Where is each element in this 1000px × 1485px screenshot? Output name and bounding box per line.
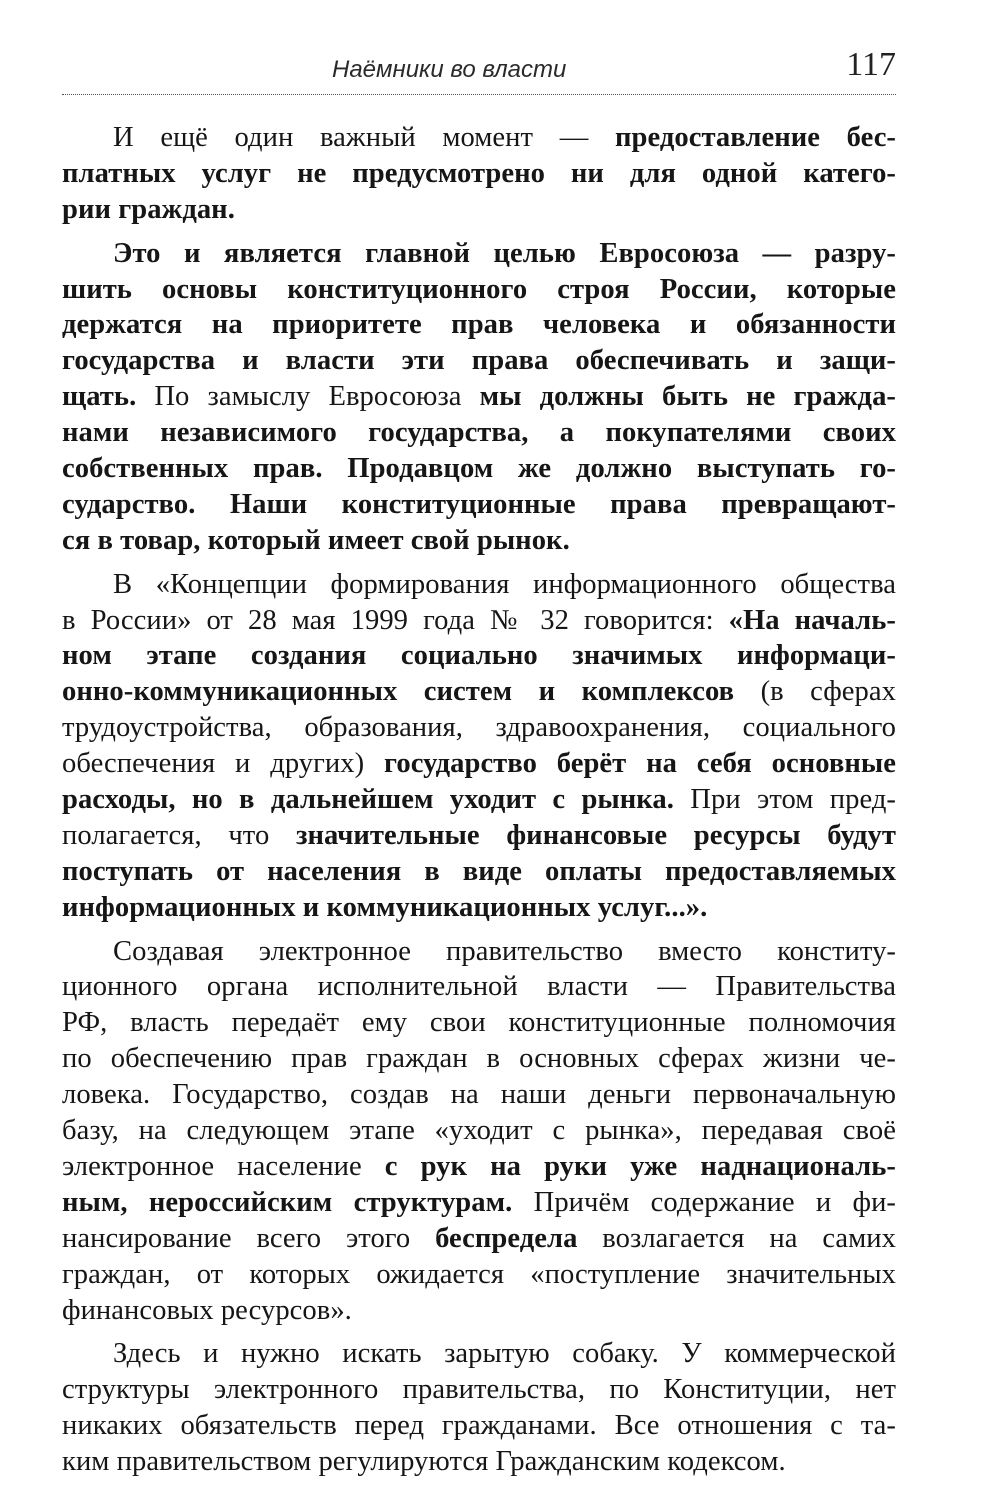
bold-text: щать. [62,381,137,413]
running-title: Наёмники во власти [332,56,567,83]
text-line [62,969,896,1005]
text-run: возлагается на самих [577,1222,896,1254]
text-run: ционного органа исполнительной власти — Правительства [62,971,896,1003]
text-run: ловека. Государство, создав на наши деньги первоначальную [62,1079,896,1111]
bold-text: мы должны быть не гражда- [479,381,896,413]
bold-text: платных услуг не предусмотрено ни для одной катего- [62,157,896,189]
paragraph-gap [62,926,896,934]
text-line [62,567,896,603]
text-line [62,1372,896,1408]
bold-text: онно-коммуникационных систем и комплексов [62,676,735,708]
text-line [62,674,896,710]
paragraph [62,120,896,228]
text-run: В «Концепции формирования информационного общества [113,568,896,600]
text-line [62,156,896,192]
text-line [62,1336,896,1372]
text-run: Здесь и нужно искать зарытую собаку. У коммерческой [113,1338,896,1370]
text-run: обеспечения и других) [62,748,385,780]
text-line [62,1005,896,1041]
bold-text: поступать от населения в виде оплаты предоставляемых [62,855,896,887]
text-run: ким правительством регулируются Гражданским кодексом. [62,1446,786,1478]
text-run: базу, на следующем этапе «уходит с рынка», передавая своё [62,1115,896,1147]
text-line [62,854,896,890]
bold-text: Это и является главной целью Евросоюза — разру- [113,237,896,269]
bold-text: нами независимого государства, а покупателями своих [62,417,896,449]
text-line [62,782,896,818]
text-run: И ещё один важный момент — [113,122,616,153]
text-line [62,451,896,487]
bold-text: сударство. Наши конституционные права превращают- [62,488,896,520]
bold-text: государство берёт на себя основные [384,748,896,780]
text-line [62,487,896,523]
text-run: При этом пред- [673,784,896,816]
body-text [62,120,896,1480]
text-line [62,1408,896,1444]
text-run: электронное население [62,1150,385,1182]
paragraph [62,934,896,1329]
text-run: структуры электронного правительства, по Конституции, нет [62,1374,896,1406]
bold-text: предоставление бес- [615,122,897,153]
paragraph [62,1336,896,1480]
text-run: по обеспечению прав граждан в основных сферах жизни че- [62,1043,896,1075]
text-run: (в сферах [734,676,896,708]
page-header [62,46,896,95]
text-run: полагается, что [62,819,296,851]
text-run: финансовых ресурсов». [62,1294,352,1326]
text-line [62,120,896,156]
text-run: Создавая электронное правительство вместо конститу- [113,935,896,967]
text-line [62,746,896,782]
bold-text: с рук на руки уже наднациональ- [384,1150,896,1182]
text-line [62,1077,896,1113]
text-line [62,192,896,228]
bold-text: «На началь- [728,604,896,636]
text-line [62,890,896,926]
text-line [62,379,896,415]
page-number: 117 [846,46,896,83]
text-line [62,1293,896,1329]
paragraph-gap [62,228,896,236]
text-line [62,1149,896,1185]
text-run: нансирование всего этого [62,1222,436,1254]
text-run: в России» от 28 мая 1999 года № 32 говорится: [62,604,729,636]
text-line [62,1185,896,1221]
text-line [62,710,896,746]
text-line [62,934,896,970]
text-line [62,272,896,308]
bold-text: шить основы конституционного строя России, которые [62,273,896,305]
text-run: Причём содержание и фи- [512,1186,896,1218]
bold-text: информационных и коммуникационных услуг...». [62,891,708,923]
text-line [62,638,896,674]
text-line [62,236,896,272]
bold-text: ном этапе создания социально значимых информаци- [62,640,896,672]
paragraph [62,236,896,559]
bold-text: держатся на приоритете прав человека и обязанности [62,309,896,341]
text-run: РФ, власть передаёт ему свои конституционные полномочия [62,1007,896,1039]
text-line [62,603,896,639]
bold-text: ся в товар, который имеет свой рынок. [62,524,570,556]
text-run: По замыслу Евросоюза [136,381,480,413]
bold-text: рии граждан. [62,193,235,225]
bold-text: ным, нероссийским структурам. [62,1186,513,1218]
text-run: никаких обязательств перед гражданами. Все отношения с та- [62,1410,896,1442]
paragraph-gap [62,559,896,567]
text-line [62,1221,896,1257]
bold-text: беспредела [435,1222,578,1254]
paragraph-gap [62,1328,896,1336]
bold-text: значительные финансовые ресурсы будут [295,819,896,851]
text-line [62,1257,896,1293]
bold-text: собственных прав. Продавцом же должно выступать го- [62,453,896,485]
text-run: граждан, от которых ожидается «поступление значительных [62,1258,896,1290]
text-line [62,307,896,343]
text-line [62,1113,896,1149]
text-line [62,1444,896,1480]
text-line [62,343,896,379]
bold-text: расходы, но в дальнейшем уходит с рынка. [62,784,674,816]
paragraph [62,567,896,926]
text-line [62,415,896,451]
text-line [62,1041,896,1077]
bold-text: государства и власти эти права обеспечивать и защи- [62,345,896,377]
text-line [62,818,896,854]
text-run: трудоустройства, образования, здравоохранения, социального [62,712,896,744]
text-line [62,523,896,559]
